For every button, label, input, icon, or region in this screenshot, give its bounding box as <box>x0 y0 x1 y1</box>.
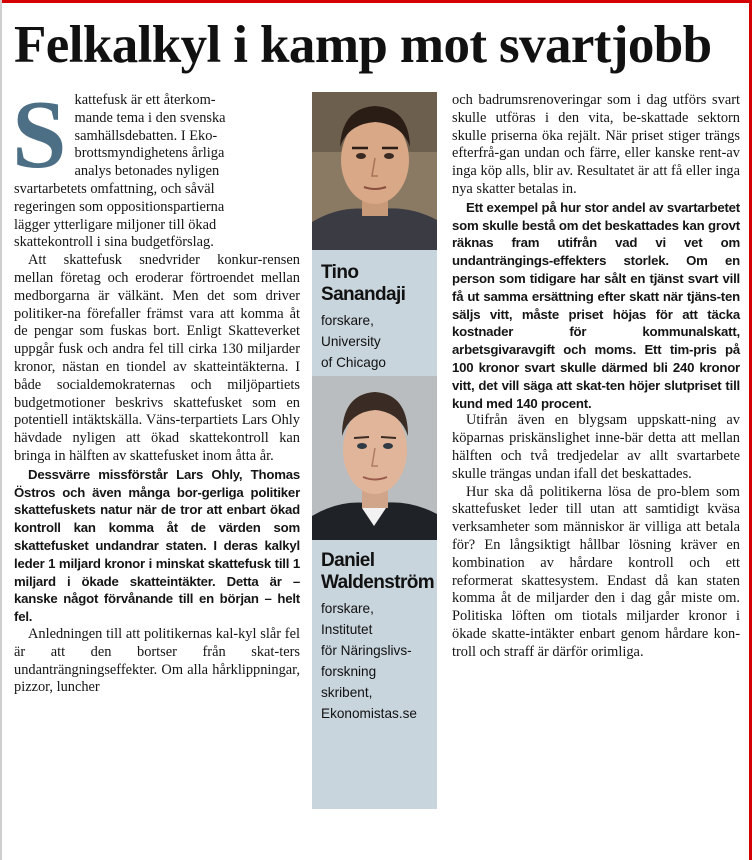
top-border <box>0 0 752 3</box>
author-bio: forskare, University of Chicago <box>321 313 386 370</box>
lead-paragraph: kattefusk är ett återkom- mande tema i den svenska samhällsdebatten. I Eko- brottsmyndighetens årliga analys betonades nyligen svartarbetets omfattning, och såväl regeringen som oppositionspartierna lägger ytterligare miljoner till ökad skattekontroll i sina budgetförslag. <box>14 92 226 251</box>
body-paragraph: och badrumsrenoveringar som i dag utförs svart skulle utföras i den vita, be-skattade sektorn skulle priserna öka rejält. När priset stiger trängs efterfrå-gan undan och färre, eller kanske rent-av inga köp alls, blir av. Resultatet är att få eller inga nya skatter betalas in. <box>452 92 740 197</box>
author-bio: forskare, Institutet för Näringslivs- forskning skribent, Ekonomistas.se <box>321 601 417 721</box>
left-border <box>0 0 2 860</box>
portrait-image <box>312 92 437 250</box>
bold-paragraph: Ett exempel på hur stor andel av svartarbetet som skulle bestå om det beskattades kan grovt räknas fram utifrån vad vi vet om undanträngings-effekters storlek. Om en person som tidigare har sålt en tjänst svart vill få ut samma ersättning efter skatt när tjäns-ten säljs vitt, måste priset höjas för att täcka kostnader för kommunalskatt, arbetsgivaravgift och moms. Ett tim-pris på 100 kronor svart skulle därmed bli 240 kronor vitt, det vill säga att skat-ten höjer slutpriset till kund med 140 procent. <box>452 199 740 411</box>
headline: Felkalkyl i kamp mot svartjobb <box>14 16 712 74</box>
author-name: Tino Sanandaji <box>321 262 406 305</box>
dropcap: S <box>12 81 67 189</box>
body-paragraph: Hur ska då politikerna lösa de pro-blem som skattefusket leder till utan att samtidigt kväsa verksamheter som människor är villiga att betala för? En långsiktigt hållbar lösning kräver en kombination av hårdare kontroll och ett reformerat skattesystem. Endast då kan staten komma åt de miljarder den i dag går miste om. Politiska löften om tiotals miljarder kronor i ökade skatte-intäkter enbart genom hårdare kon-troll och straff är därför orimliga. <box>452 483 740 660</box>
author-photo-daniel <box>312 376 437 540</box>
portrait-image <box>312 376 437 540</box>
article-left-column <box>12 81 300 697</box>
author-photo-tino <box>312 92 437 250</box>
author-name: Daniel Waldenström <box>321 550 435 593</box>
article-right-column <box>452 92 740 662</box>
body-paragraph: Utifrån även en blygsam uppskatt-ning av köparnas priskänslighet inne-bär detta att mellan hälften och två tredjedelar av allt svartarbete skulle trängas undan ifall det beskattades. <box>452 412 740 482</box>
body-paragraph: Anledningen till att politikernas kal-kyl slår fel är att den bortser från skat-ters undanträngningseffekter. Om alla hårklippningar, pizzor, luncher <box>14 625 300 696</box>
body-paragraph: Att skattefusk snedvrider konkur-rensen mellan företag och eroderar förtroendet mellan medborgarna är välkänt. Men det som driver politiker-na förefaller främst vara att komma åt de pengar som fuskas bort. Enligt Skatteverket uppgår fusk och andra fel till cirka 130 miljarder kronor, nästan en tiondel av skatteintäkterna. I både socialdemokraternas och miljöpartiets budgetmotioner beskrivs skattefusket som en potentiell intäktskälla. Väns-terpartiets Lars Ohly hävdade nyligen att ökad skattekontroll kan bringa in hälften av skattefusket inom åtta år. <box>14 252 300 464</box>
author-sidebar <box>312 92 437 809</box>
bold-paragraph: Dessvärre missförstår Lars Ohly, Thomas Östros och även många bor-gerliga politiker skattefuskets natur när de tror att enbart ökad kontroll kan komma åt de värden som skattefusket undandrar staten. I deras kalkyl leder 1 miljard kronor i minskat skattefusk till 1 miljard i ökade skatteintäkter. Detta är – kanske något förvånande till en början – helt fel. <box>14 466 300 625</box>
